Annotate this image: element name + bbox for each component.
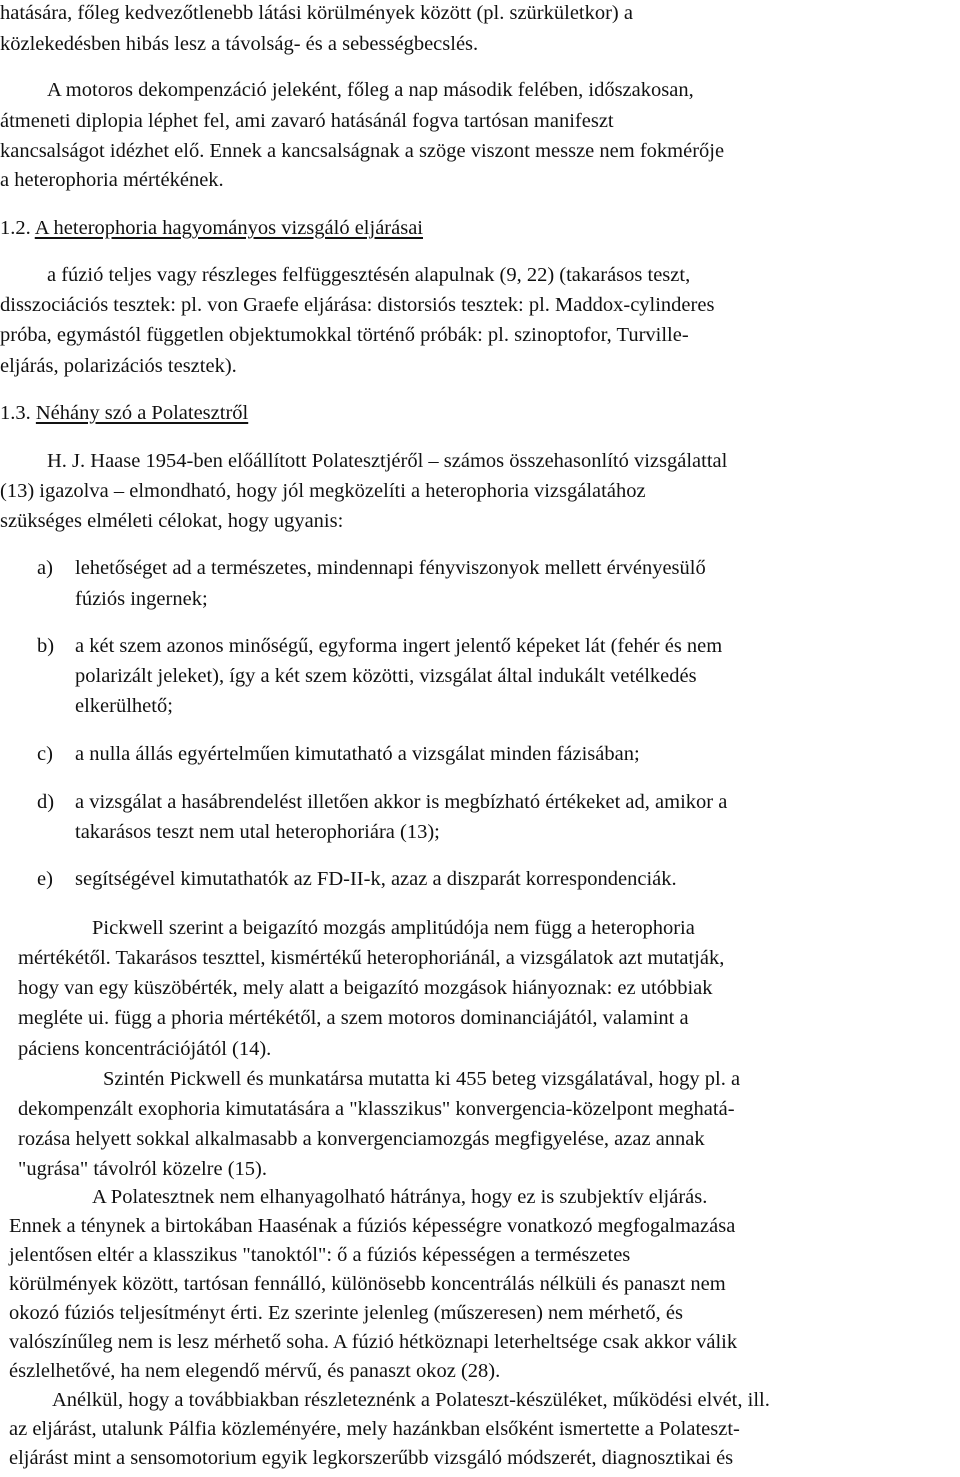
paragraph-polateszt-line-1: A Polatesztnek nem elhanyagolható hátránya, hogy ez is szubjektív eljárás. — [92, 1186, 708, 1208]
intro-line-1: hatására, főleg kedvezőtlenebb látási körülmények között (pl. szürkületkor) a — [0, 2, 633, 24]
list-item-e-line-1: segítségével kimutathatók az FD-II-k, azaz a diszparát korrespondenciák. — [75, 868, 677, 890]
list-item-d-line-1: a vizsgálat a hasábrendelést illetően akkor is megbízható értékeket ad, amikor a — [75, 791, 728, 813]
section-1-3-line-1: H. J. Haase 1954-ben előállított Polatesztjéről – számos összehasonlító vizsgálattal — [47, 450, 728, 472]
list-item-c-label: c) — [37, 743, 53, 765]
section-1-2-heading — [0, 218, 423, 239]
list-item-e-label: e) — [37, 868, 53, 890]
paragraph-polateszt-line-7: észlelhetővé, ha nem elegendő mérvű, és panaszt okoz (28). — [9, 1360, 501, 1382]
list-item-b-label: b) — [37, 635, 55, 657]
section-1-2-line-3: próba, egymástól független objektumokkal történő próbák: pl. szinoptofor, Turville- — [0, 324, 689, 346]
paragraph-polateszt-line-5: okozó fúziós teljesítményt érti. Ez szerinte jelenleg (műszeresen) nem mérhető, és — [9, 1302, 683, 1324]
paragraph-motoros-line-2: átmeneti diplopia léphet fel, ami zavaró hatásánál fogva tartósan manifeszt — [0, 110, 614, 132]
list-item-b-line-3: elkerülhető; — [75, 695, 173, 717]
list-item-a-line-2: fúziós ingernek; — [75, 588, 208, 610]
paragraph-pickwell-2-line-1: Szintén Pickwell és munkatársa mutatta ki 455 beteg vizsgálatával, hogy pl. a — [103, 1068, 741, 1090]
section-1-2-title: A heterophoria hagyományos vizsgáló eljárásai — [34, 217, 423, 239]
list-item-d-line-2: takarásos teszt nem utal heterophoriára (13); — [75, 821, 440, 843]
paragraph-polateszt-line-4: körülmények között, tartósan fennálló, különösebb koncentrálás nélküli és panaszt nem — [9, 1273, 726, 1295]
paragraph-pickwell-1-line-3: hogy van egy küszöbérték, mely alatt a beigazító mozgások hiányoznak: ez utóbbiak — [18, 977, 713, 999]
section-1-2-line-4: eljárás, polarizációs tesztek). — [0, 355, 237, 377]
paragraph-pickwell-2-line-4: "ugrása" távolról közelre (15). — [18, 1158, 267, 1180]
list-item-c-line-1: a nulla állás egyértelműen kimutatható a vizsgálat minden fázisában; — [75, 743, 640, 765]
paragraph-pickwell-1-line-4: megléte ui. függ a phoria mértékétől, a szem motoros dominanciájától, valamint a — [18, 1007, 689, 1029]
list-item-b-line-1: a két szem azonos minőségű, egyforma ingert jelentő képeket lát (fehér és nem — [75, 635, 723, 657]
paragraph-polateszt-line-6: valószínűleg nem is lesz mérhető soha. A fúzió hétköznapi leterheltsége csak akkor válik — [9, 1331, 738, 1353]
list-item-a-label: a) — [37, 557, 53, 579]
paragraph-motoros-line-3: kancsalságot idézhet elő. Ennek a kancsalságnak a szöge viszont messze nem fokmérője — [0, 140, 725, 162]
paragraph-anelkul-line-2: az eljárást, utalunk Pálfia közleményére, mely hazánkban elsőként ismertette a Polateszt- — [9, 1418, 740, 1440]
paragraph-pickwell-1-line-2: mértékétől. Takarásos teszttel, kismértékű heterophoriánál, a vizsgálatok azt mutatják, — [18, 947, 725, 969]
section-1-3-heading — [0, 403, 248, 424]
section-1-2-line-1: a fúzió teljes vagy részleges felfüggesztésén alapulnak (9, 22) (takarásos teszt, — [47, 264, 691, 286]
section-1-3-number: 1.3. — [0, 402, 31, 424]
list-item-d-label: d) — [37, 791, 55, 813]
section-1-3-title: Néhány szó a Polatesztről — [35, 402, 249, 424]
paragraph-polateszt-line-3: jelentősen eltér a klasszikus "tanoktól": ő a fúziós képességen a természetes — [9, 1244, 631, 1266]
intro-line-2: közlekedésben hibás lesz a távolság- és a sebességbecslés. — [0, 33, 479, 55]
section-1-3-line-2: (13) igazolva – elmondható, hogy jól megközelíti a heterophoria vizsgálatához — [0, 480, 646, 502]
paragraph-pickwell-2-line-3: rozása helyett sokkal alkalmasabb a konvergenciamozgás megfigyelése, azaz annak — [18, 1128, 705, 1150]
paragraph-motoros-line-4: a heterophoria mértékének. — [0, 169, 224, 191]
paragraph-pickwell-1-line-1: Pickwell szerint a beigazító mozgás amplitúdója nem függ a heterophoria — [92, 917, 695, 939]
paragraph-anelkul-line-1: Anélkül, hogy a továbbiakban részleteznénk a Polateszt-készüléket, működési elvét, ill. — [52, 1389, 770, 1411]
section-1-2-number: 1.2. — [0, 217, 31, 239]
paragraph-anelkul-line-3: eljárást mint a sensomotorium egyik legkorszerűbb vizsgáló módszerét, diagnosztikai és — [9, 1447, 734, 1469]
paragraph-motoros-line-1: A motoros dekompenzáció jeleként, főleg a nap második felében, időszakosan, — [47, 79, 694, 101]
paragraph-pickwell-2-line-2: dekompenzált exophoria kimutatására a "klasszikus" konvergencia-közelpont meghatá- — [18, 1098, 735, 1120]
paragraph-polateszt-line-2: Ennek a ténynek a birtokában Haasénak a fúziós képességre vonatkozó megfogalmazása — [9, 1215, 736, 1237]
list-item-a-line-1: lehetőséget ad a természetes, mindennapi fényviszonyok mellett érvényesülő — [75, 557, 706, 579]
paragraph-pickwell-1-line-5: páciens koncentrációjától (14). — [18, 1038, 272, 1060]
section-1-2-line-2: disszociációs tesztek: pl. von Graefe eljárása: distorsiós tesztek: pl. Maddox-cylinderes — [0, 294, 715, 316]
list-item-b-line-2: polarizált jeleket), így a két szem közötti, vizsgálat által indukált vetélkedés — [75, 665, 697, 687]
section-1-3-line-3: szükséges elméleti célokat, hogy ugyanis: — [0, 510, 344, 532]
